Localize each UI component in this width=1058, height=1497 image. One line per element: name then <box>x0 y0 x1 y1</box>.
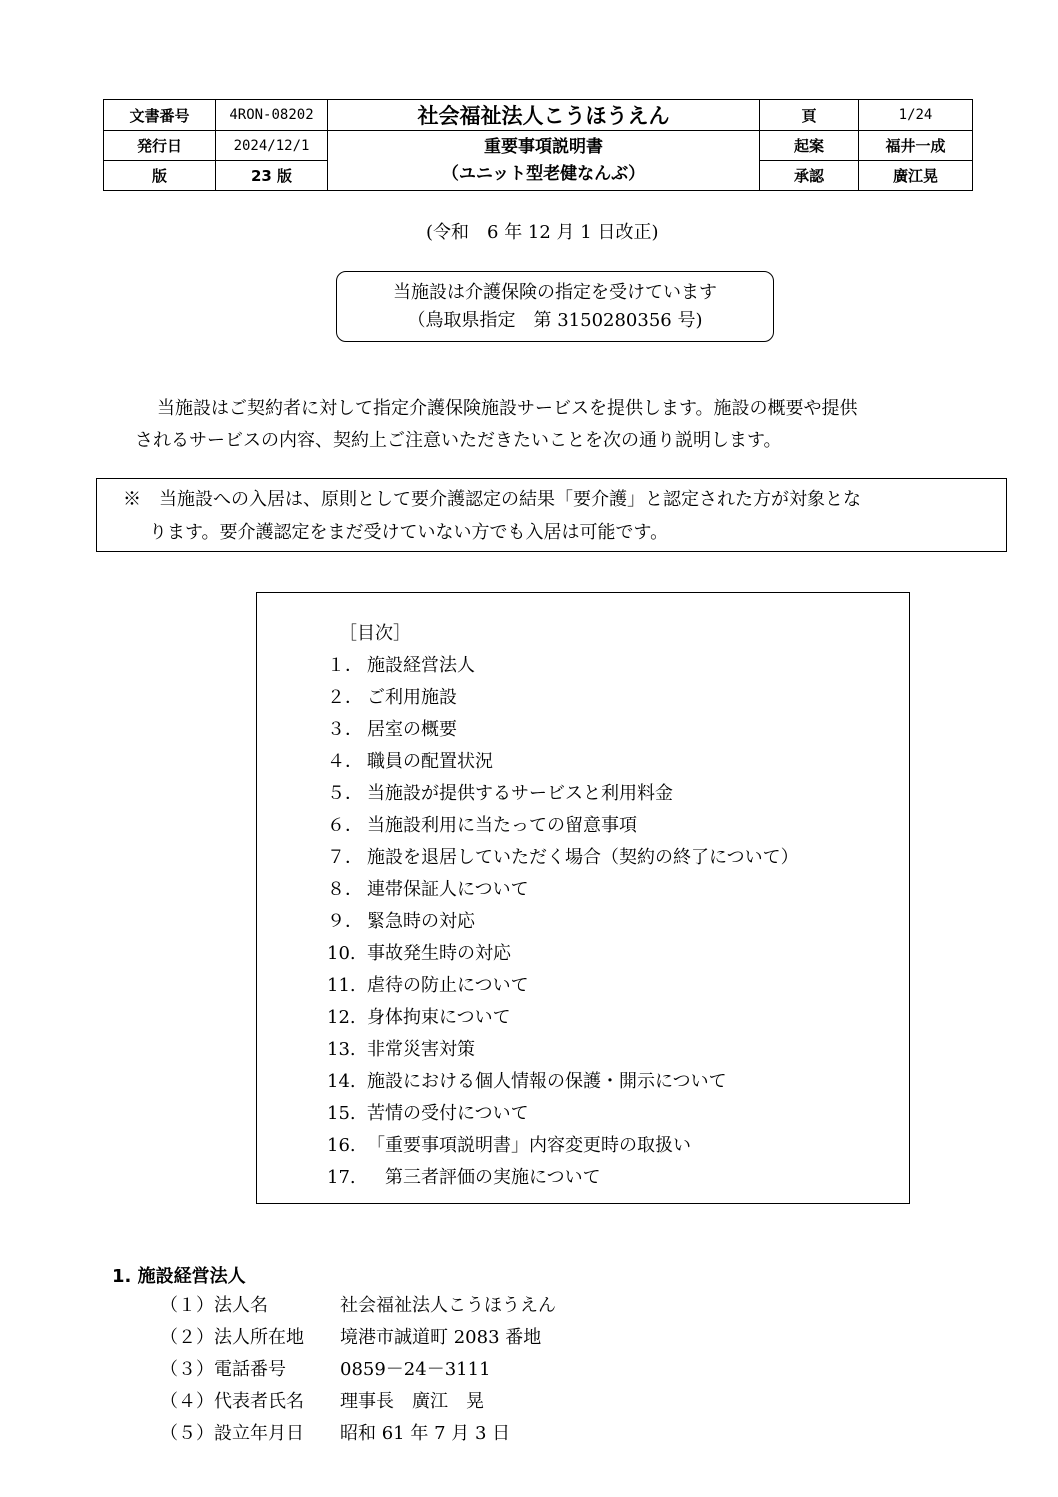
toc-item-label: 施設における個人情報の保護・開示について <box>367 1071 727 1092</box>
intro-line1: 当施設はご契約者に対して指定介護保険施設サービスを提供します。施設の概要や提供 <box>157 398 858 419</box>
toc-item <box>327 842 799 874</box>
toc-item-number: ５． <box>327 783 363 804</box>
toc-item-label: 虐待の防止について <box>367 975 529 996</box>
doc-number-value: 4RON-08202 <box>216 100 328 131</box>
page-value: 1/24 <box>859 100 973 131</box>
toc-item <box>327 1066 799 1098</box>
toc-item-number: 11. <box>327 975 356 996</box>
toc-item <box>327 1130 799 1162</box>
info-value: 社会福祉法人こうほうえん <box>340 1295 556 1316</box>
draft-value: 福井一成 <box>859 131 973 161</box>
issue-date-label: 発行日 <box>104 131 216 161</box>
toc-item-label: ご利用施設 <box>367 687 457 708</box>
toc-item-label: 事故発生時の対応 <box>367 943 511 964</box>
intro-line2: されるサービスの内容、契約上ご注意いただきたいことを次の通り説明します。 <box>135 430 782 451</box>
toc-item-number: ３． <box>327 719 363 740</box>
toc-item-label: 緊急時の対応 <box>367 911 475 932</box>
toc-item-number: 10. <box>327 943 356 964</box>
toc-item <box>327 778 799 810</box>
toc-item <box>327 810 799 842</box>
table-of-contents <box>256 592 910 1204</box>
toc-item <box>327 874 799 906</box>
info-key: （１）法人名 <box>160 1295 268 1316</box>
edition-label: 版 <box>104 161 216 191</box>
toc-item-label: 「重要事項説明書」内容変更時の取扱い <box>367 1135 691 1156</box>
toc-item-label: 施設経営法人 <box>367 655 475 676</box>
doc-number-label: 文書番号 <box>104 100 216 131</box>
info-row <box>160 1386 556 1418</box>
toc-item-number: １． <box>327 655 363 676</box>
notice-line1: 当施設は介護保険の指定を受けています <box>393 282 717 303</box>
toc-item <box>327 650 799 682</box>
admission-note <box>96 478 1007 552</box>
toc-item <box>327 906 799 938</box>
toc-item <box>327 938 799 970</box>
info-value: 昭和 61 年 7 月 3 日 <box>340 1423 511 1444</box>
toc-item-number: 14. <box>327 1071 356 1092</box>
toc-item <box>327 1098 799 1130</box>
toc-item-label: 身体拘束について <box>367 1007 511 1028</box>
info-key: （２）法人所在地 <box>160 1327 304 1348</box>
document-title-line2: （ユニット型老健なんぶ） <box>441 163 646 184</box>
toc-item-label: 連帯保証人について <box>367 879 529 900</box>
info-value: 0859－24－3111 <box>340 1359 491 1380</box>
admission-note-line1: ※ 当施設への入居は、原則として要介護認定の結果「要介護」と認定された方が対象とな <box>123 489 861 510</box>
toc-item-number: 16. <box>327 1135 356 1156</box>
toc-item-label: 居室の概要 <box>367 719 457 740</box>
toc-list <box>327 650 799 1194</box>
toc-item-number: 12. <box>327 1007 356 1028</box>
toc-item <box>327 1034 799 1066</box>
document-title-line1: 重要事項説明書 <box>484 136 603 157</box>
notice-line2: （鳥取県指定 第 3150280356 号) <box>407 310 703 331</box>
toc-item-label: 苦情の受付について <box>367 1103 529 1124</box>
toc-item-number: 17. <box>327 1167 356 1188</box>
toc-item <box>327 714 799 746</box>
toc-item-label: 非常災害対策 <box>367 1039 475 1060</box>
section-1-title: 1. 施設経営法人 <box>112 1266 246 1287</box>
toc-item <box>327 1162 799 1194</box>
document-title <box>328 131 760 191</box>
toc-item <box>327 970 799 1002</box>
designation-notice <box>336 271 774 342</box>
info-key: （４）代表者氏名 <box>160 1391 304 1412</box>
toc-item-number: ７． <box>327 847 363 868</box>
revision-date: (令和 6 年 12 月 1 日改正) <box>426 222 659 243</box>
admission-note-line2: ります。要介護認定をまだ受けていない方でも入居は可能です。 <box>149 522 669 543</box>
document-header-table <box>103 99 973 191</box>
toc-item-number: ２． <box>327 687 363 708</box>
corporation-info <box>160 1290 556 1450</box>
approve-value: 廣江晃 <box>859 161 973 191</box>
organization-name: 社会福祉法人こうほうえん <box>328 100 760 131</box>
toc-title: ［目次］ <box>339 623 411 644</box>
toc-item-number: ６． <box>327 815 363 836</box>
toc-item <box>327 682 799 714</box>
edition-value: 23 版 <box>216 161 328 191</box>
info-value: 理事長 廣江 晃 <box>340 1391 484 1412</box>
toc-item-number: ４． <box>327 751 363 772</box>
toc-item-number: 15. <box>327 1103 356 1124</box>
info-row <box>160 1354 556 1386</box>
approve-label: 承認 <box>760 161 859 191</box>
info-value: 境港市誠道町 2083 番地 <box>340 1327 542 1348</box>
info-row <box>160 1418 556 1450</box>
toc-item <box>327 1002 799 1034</box>
toc-item-label: 当施設が提供するサービスと利用料金 <box>367 783 673 804</box>
toc-item-number: ９． <box>327 911 363 932</box>
intro-paragraph <box>135 393 995 457</box>
info-row <box>160 1322 556 1354</box>
page-label: 頁 <box>760 100 859 131</box>
info-key: （３）電話番号 <box>160 1359 286 1380</box>
toc-item <box>327 746 799 778</box>
draft-label: 起案 <box>760 131 859 161</box>
toc-item-label: 第三者評価の実施について <box>367 1167 601 1188</box>
toc-item-number: 13. <box>327 1039 356 1060</box>
issue-date-value: 2024/12/1 <box>216 131 328 161</box>
toc-item-label: 当施設利用に当たっての留意事項 <box>367 815 637 836</box>
toc-item-label: 施設を退居していただく場合（契約の終了について） <box>367 847 799 868</box>
info-key: （５）設立年月日 <box>160 1423 304 1444</box>
info-row <box>160 1290 556 1322</box>
toc-item-label: 職員の配置状況 <box>367 751 493 772</box>
toc-item-number: ８． <box>327 879 363 900</box>
